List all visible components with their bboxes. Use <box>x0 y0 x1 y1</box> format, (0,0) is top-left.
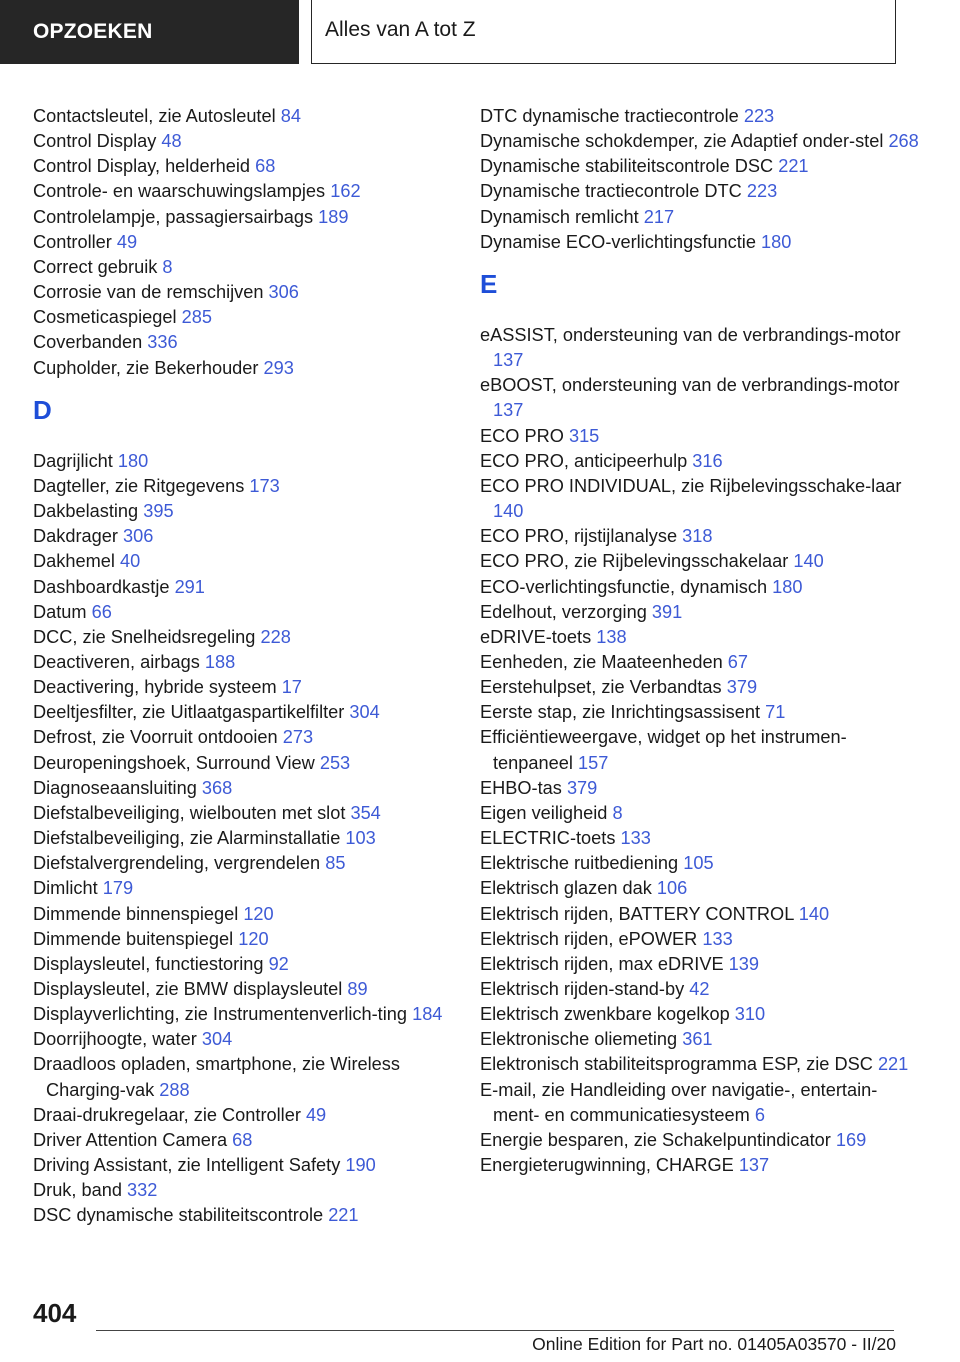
index-entry <box>33 1178 443 1203</box>
index-entry <box>480 230 920 255</box>
page-reference-link[interactable]: 221 <box>778 156 809 177</box>
index-entry-text: Controle- en waarschuwingslampjes <box>33 181 326 202</box>
page-reference-link[interactable]: 288 <box>159 1079 190 1100</box>
index-entry <box>33 625 443 650</box>
index-entry <box>33 1203 443 1228</box>
index-entry-text: Deeltjesfilter, zie Uitlaatgaspartikelfilter <box>33 702 345 723</box>
index-entry-text: Dynamische schokdemper, zie Adaptief onder‐stel <box>480 131 884 152</box>
index-entry <box>33 499 443 524</box>
page-reference-link[interactable]: 228 <box>260 626 291 647</box>
index-entry <box>480 1128 920 1153</box>
index-entry-text: Elektrisch zwenkbare kogelkop <box>480 1004 730 1025</box>
page-reference-link[interactable]: 332 <box>127 1180 158 1201</box>
page-reference-link[interactable]: 291 <box>174 576 205 597</box>
page-reference-link[interactable]: 120 <box>238 928 269 949</box>
index-entry-text: Eenheden, zie Maateenheden <box>480 651 723 672</box>
index-entry <box>480 524 920 549</box>
index-entry <box>33 330 443 355</box>
index-entry-text: Coverbanden <box>33 332 143 353</box>
index-entry-text: Dynamische tractiecontrole DTC <box>480 181 742 202</box>
index-entry-text: Dynamise ECO-verlichtingsfunctie <box>480 231 756 252</box>
index-entry <box>480 549 920 574</box>
index-entry-text: Control Display <box>33 131 157 152</box>
page-reference-link[interactable]: 139 <box>728 953 760 974</box>
page-reference-link[interactable]: 68 <box>232 1129 253 1150</box>
index-entry-text: Datum <box>33 601 87 622</box>
page-reference-link[interactable]: 84 <box>280 106 301 126</box>
index-entry-text: Dakhemel <box>33 551 115 572</box>
index-entry <box>33 1153 443 1178</box>
index-entry-text: Dashboardkastje <box>33 576 170 597</box>
index-entry-text: ECO PRO INDIVIDUAL, zie Rijbelevingsschake‐laar <box>480 475 902 496</box>
index-entry <box>480 851 920 876</box>
index-entry-text: eASSIST, ondersteuning van de verbrandings‐motor <box>480 324 901 345</box>
index-entry <box>33 255 443 280</box>
index-entry-text: Control Display, helderheid <box>33 156 251 177</box>
index-entry-text: Deactivering, hybride systeem <box>33 677 277 698</box>
index-entry-text: Elektronische oliemeting <box>480 1029 678 1050</box>
footer-divider <box>96 1330 894 1331</box>
page-reference-link[interactable]: 190 <box>345 1155 376 1176</box>
index-entry <box>480 1052 920 1077</box>
index-entry-text: Displaysleutel, zie BMW displaysleutel <box>33 979 343 999</box>
index-entry <box>480 424 920 449</box>
index-entry <box>480 801 920 826</box>
index-entry-text: Efficiëntieweergave, widget op het instrumen‐tenpaneel <box>480 727 847 773</box>
index-entry <box>33 801 443 826</box>
index-entry-text: Cupholder, zie Bekerhouder <box>33 357 259 378</box>
index-entry-text: Controller <box>33 231 112 252</box>
index-entry <box>33 305 443 330</box>
index-entry-text: Driver Attention Camera <box>33 1129 228 1150</box>
page-reference-link[interactable]: 285 <box>181 307 212 328</box>
index-entry <box>33 675 443 700</box>
index-entry-text: ECO PRO, zie Rijbelevingsschakelaar <box>480 551 789 572</box>
index-entry <box>480 1078 920 1128</box>
index-entry-text: Elektrische ruitbediening <box>480 853 679 874</box>
index-entry <box>480 876 920 901</box>
index-entry-text: ELECTRIC-toets <box>480 828 616 849</box>
edition-note: Online Edition for Part no. 01405A03570 - II/20 <box>532 1334 896 1354</box>
page-reference-link[interactable]: 133 <box>620 828 651 849</box>
index-entry <box>480 625 920 650</box>
index-entry <box>33 230 443 255</box>
index-entry-text: Driving Assistant, zie Intelligent Safety <box>33 1155 341 1176</box>
index-entry-text: Doorrijhoogte, water <box>33 1029 197 1050</box>
page-reference-link[interactable]: 17 <box>281 677 302 698</box>
index-entry <box>480 826 920 851</box>
index-entry <box>33 927 443 952</box>
index-entry <box>33 154 443 179</box>
page-reference-link[interactable]: 103 <box>345 828 376 849</box>
index-entry-text: Druk, band <box>33 1180 122 1201</box>
page-reference-link[interactable]: 180 <box>772 576 803 597</box>
index-entry <box>480 104 920 129</box>
index-entry <box>480 129 920 154</box>
page-reference-link[interactable]: 68 <box>255 156 276 177</box>
page-reference-link[interactable]: 379 <box>566 777 598 798</box>
index-entry <box>33 1027 443 1052</box>
index-entry <box>480 927 920 952</box>
index-entry-text: Dagteller, zie Ritgegevens <box>33 475 245 496</box>
index-entry-text: ECO PRO, anticipeerhulp <box>480 450 688 471</box>
page-header <box>0 0 960 66</box>
index-entry <box>33 876 443 901</box>
page-reference-link[interactable]: 306 <box>122 526 154 547</box>
page-reference-link[interactable]: 49 <box>305 1104 327 1125</box>
index-entry <box>33 600 443 625</box>
index-entry-text: Displaysleutel, functiestoring <box>33 953 264 974</box>
index-entry-text: Defrost, zie Voorruit ontdooien <box>33 727 278 748</box>
index-entry <box>480 1153 920 1178</box>
index-entry <box>33 280 443 305</box>
page-reference-link[interactable]: 66 <box>91 601 112 622</box>
page-reference-link[interactable]: 140 <box>798 903 830 924</box>
index-entry <box>33 104 443 129</box>
index-entry <box>480 449 920 474</box>
page-reference-link[interactable]: 189 <box>318 206 349 227</box>
index-entry <box>33 1052 443 1102</box>
page-reference-link[interactable]: 71 <box>765 702 786 723</box>
index-entry <box>33 356 443 381</box>
page-reference-link[interactable]: 395 <box>143 501 174 522</box>
index-entry-text: Edelhout, verzorging <box>480 601 647 622</box>
index-entry <box>33 575 443 600</box>
index-entry-text: Diagnoseaansluiting <box>33 777 197 798</box>
index-entry <box>480 1002 920 1027</box>
index-entry-text: DSC dynamische stabiliteitscontrole <box>33 1205 324 1226</box>
index-entry-text: Elektrisch rijden-stand-by <box>480 979 685 999</box>
index-entry <box>480 952 920 977</box>
index-entry-text: Dimmende binnenspiegel <box>33 903 239 924</box>
index-entry-text: Elektrisch glazen dak <box>480 878 652 899</box>
index-entry-text: Dimlicht <box>33 878 98 899</box>
index-entry-text: ECO PRO <box>480 425 564 446</box>
page-reference-link[interactable]: 6 <box>754 1104 765 1125</box>
index-entry-text: Eigen veiligheid <box>480 802 608 823</box>
index-entry-text: Displayverlichting, zie Instrumentenverlich‐ting <box>33 1004 408 1025</box>
index-entry-text: Eerstehulpset, zie Verbandtas <box>480 677 722 698</box>
index-entry-text: eBOOST, ondersteuning van de verbrandings‐motor <box>480 375 900 396</box>
page-reference-link[interactable]: 106 <box>656 878 688 899</box>
index-entry-text: Diefstalvergrendeling, vergrendelen <box>33 853 321 874</box>
index-letter-heading: E <box>480 268 498 299</box>
page-reference-link[interactable]: 306 <box>268 282 299 303</box>
index-entry-text: Controlelampje, passagiersairbags <box>33 206 314 227</box>
index-entry-text: ECO PRO, rijstijlanalyse <box>480 526 678 547</box>
page-reference-link[interactable]: 223 <box>743 106 775 126</box>
index-entry <box>480 179 920 204</box>
index-entry <box>33 851 443 876</box>
index-entry <box>480 700 920 725</box>
page-reference-link[interactable]: 379 <box>726 677 758 698</box>
page-reference-link[interactable]: 221 <box>328 1205 359 1226</box>
page-reference-link[interactable]: 105 <box>683 853 714 874</box>
page-reference-link[interactable]: 40 <box>119 551 141 572</box>
index-entry-text: Diefstalbeveiliging, wielbouten met slot <box>33 802 346 823</box>
index-entry-text: Dakdrager <box>33 526 118 547</box>
page-reference-link[interactable]: 173 <box>249 475 280 496</box>
page-reference-link[interactable]: 179 <box>102 878 134 899</box>
page-reference-link[interactable]: 49 <box>116 231 138 252</box>
index-entry <box>480 675 920 700</box>
index-column-left <box>33 104 443 1229</box>
index-entry <box>480 600 920 625</box>
page-reference-link[interactable]: 188 <box>204 651 236 672</box>
page-reference-link[interactable]: 92 <box>268 953 289 974</box>
index-entry <box>480 725 920 775</box>
page-reference-link[interactable]: 48 <box>161 131 182 152</box>
page-reference-link[interactable]: 137 <box>493 350 524 371</box>
index-entry-text: Diefstalbeveiliging, zie Alarminstallatie <box>33 828 341 849</box>
page-reference-link[interactable]: 336 <box>147 332 178 353</box>
index-entry-text: Draadloos opladen, smartphone, zie Wireless Charging-vak <box>33 1054 400 1100</box>
index-entry-text: Deuropeningshoek, Surround View <box>33 752 315 773</box>
page-reference-link[interactable]: 67 <box>727 651 748 672</box>
page-reference-link[interactable]: 180 <box>761 231 792 252</box>
index-entry-text: EHBO-tas <box>480 777 562 798</box>
page-number: 404 <box>33 1298 77 1328</box>
page-reference-link[interactable]: 85 <box>325 853 346 874</box>
index-entry <box>480 776 920 801</box>
page-reference-link[interactable]: 42 <box>689 979 710 999</box>
page-reference-link[interactable]: 157 <box>577 752 609 773</box>
index-entry-text: eDRIVE-toets <box>480 626 592 647</box>
index-entry-text: Cosmeticaspiegel <box>33 307 177 328</box>
section-title: Alles van A tot Z <box>311 0 896 64</box>
page-reference-link[interactable]: 8 <box>162 256 173 277</box>
index-entry-text: Elektrisch rijden, ePOWER <box>480 928 698 949</box>
page-reference-link[interactable]: 354 <box>350 802 381 823</box>
page-reference-link[interactable]: 368 <box>201 777 233 798</box>
index-entry <box>33 1002 443 1027</box>
index-entry <box>480 902 920 927</box>
section-tab: OPZOEKEN <box>0 0 299 64</box>
page-reference-link[interactable]: 169 <box>835 1129 867 1150</box>
page-reference-link[interactable]: 184 <box>412 1004 443 1025</box>
index-letter-heading: D <box>33 394 52 425</box>
page-reference-link[interactable]: 223 <box>746 181 778 202</box>
index-entry <box>480 650 920 675</box>
index-entry <box>33 725 443 750</box>
index-entry <box>33 205 443 230</box>
index-entry <box>33 1103 443 1128</box>
page-reference-link[interactable]: 162 <box>330 181 361 202</box>
index-entry <box>480 323 920 373</box>
index-entry-text: Deactiveren, airbags <box>33 651 200 672</box>
page-reference-link[interactable]: 133 <box>702 928 733 949</box>
index-entry <box>33 776 443 801</box>
index-entry-text: Contactsleutel, zie Autosleutel <box>33 106 276 126</box>
index-entry-text: Correct gebruik <box>33 256 158 277</box>
index-entry-text: Dimmende buitenspiegel <box>33 928 234 949</box>
index-entry <box>480 977 920 1002</box>
page-reference-link[interactable]: 268 <box>888 131 919 152</box>
index-entry-text: Dynamische stabiliteitscontrole DSC <box>480 156 774 177</box>
index-entry <box>480 205 920 230</box>
index-entry-text: Corrosie van de remschijven <box>33 282 264 303</box>
index-entry <box>33 524 443 549</box>
index-entry-text: Elektronisch stabiliteitsprogramma ESP, zie DSC <box>480 1054 873 1075</box>
page-reference-link[interactable]: 293 <box>263 357 294 378</box>
index-entry-text: Elektrisch rijden, BATTERY CONTROL <box>480 903 794 924</box>
page-reference-link[interactable]: 310 <box>734 1004 766 1025</box>
index-entry <box>480 575 920 600</box>
index-entry-text: E-mail, zie Handleiding over navigatie-, entertain‐ment- en communicatiesysteem <box>480 1079 878 1125</box>
page-reference-link[interactable]: 89 <box>347 979 368 999</box>
index-entry-text: Energie besparen, zie Schakelpuntindicator <box>480 1129 831 1150</box>
page-reference-link[interactable]: 318 <box>682 526 713 547</box>
page-reference-link[interactable]: 304 <box>349 702 380 723</box>
index-entry-text: DCC, zie Snelheidsregeling <box>33 626 256 647</box>
page-reference-link[interactable]: 316 <box>692 450 723 471</box>
page-reference-link[interactable]: 137 <box>738 1155 770 1176</box>
index-entry <box>33 650 443 675</box>
page-reference-link[interactable]: 391 <box>651 601 683 622</box>
index-entry-text: Energieterugwinning, CHARGE <box>480 1155 734 1176</box>
index-entry <box>33 751 443 776</box>
index-entry-text: Dynamisch remlicht <box>480 206 639 227</box>
index-entry <box>480 474 920 524</box>
index-entry-text: ECO-verlichtingsfunctie, dynamisch <box>480 576 768 597</box>
index-entry <box>33 549 443 574</box>
index-entry <box>33 902 443 927</box>
page-reference-link[interactable]: 361 <box>682 1029 713 1050</box>
page-reference-link[interactable]: 137 <box>493 400 524 421</box>
index-entry <box>33 952 443 977</box>
index-entry-text: Elektrisch rijden, max eDRIVE <box>480 953 724 974</box>
index-entry-text: DTC dynamische tractiecontrole <box>480 106 739 126</box>
page-reference-link[interactable]: 273 <box>282 727 314 748</box>
page-reference-link[interactable]: 180 <box>117 450 149 471</box>
index-entry <box>33 474 443 499</box>
index-column-right <box>480 104 920 1178</box>
index-entry-text: Eerste stap, zie Inrichtingsassisent <box>480 702 761 723</box>
page-reference-link[interactable]: 315 <box>568 425 600 446</box>
index-entry <box>480 373 920 423</box>
index-entry <box>33 1128 443 1153</box>
page-reference-link[interactable]: 120 <box>243 903 274 924</box>
index-entry-text: Dagrijlicht <box>33 450 113 471</box>
page-reference-link[interactable]: 140 <box>793 551 824 572</box>
index-entry-text: Dakbelasting <box>33 501 139 522</box>
index-entry <box>33 826 443 851</box>
page-reference-link[interactable]: 253 <box>319 752 351 773</box>
page-reference-link[interactable]: 138 <box>596 626 627 647</box>
page-reference-link[interactable]: 304 <box>201 1029 233 1050</box>
page-reference-link[interactable]: 217 <box>643 206 675 227</box>
index-entry-text: Draai-drukregelaar, zie Controller <box>33 1104 301 1125</box>
page-reference-link[interactable]: 8 <box>612 802 623 823</box>
index-entry <box>33 700 443 725</box>
page-reference-link[interactable]: 221 <box>877 1054 909 1075</box>
index-entry <box>33 129 443 154</box>
index-entry <box>33 179 443 204</box>
index-entry <box>480 1027 920 1052</box>
index-entry <box>33 449 443 474</box>
page-reference-link[interactable]: 140 <box>493 501 524 522</box>
index-entry <box>480 154 920 179</box>
index-entry <box>33 977 443 1002</box>
